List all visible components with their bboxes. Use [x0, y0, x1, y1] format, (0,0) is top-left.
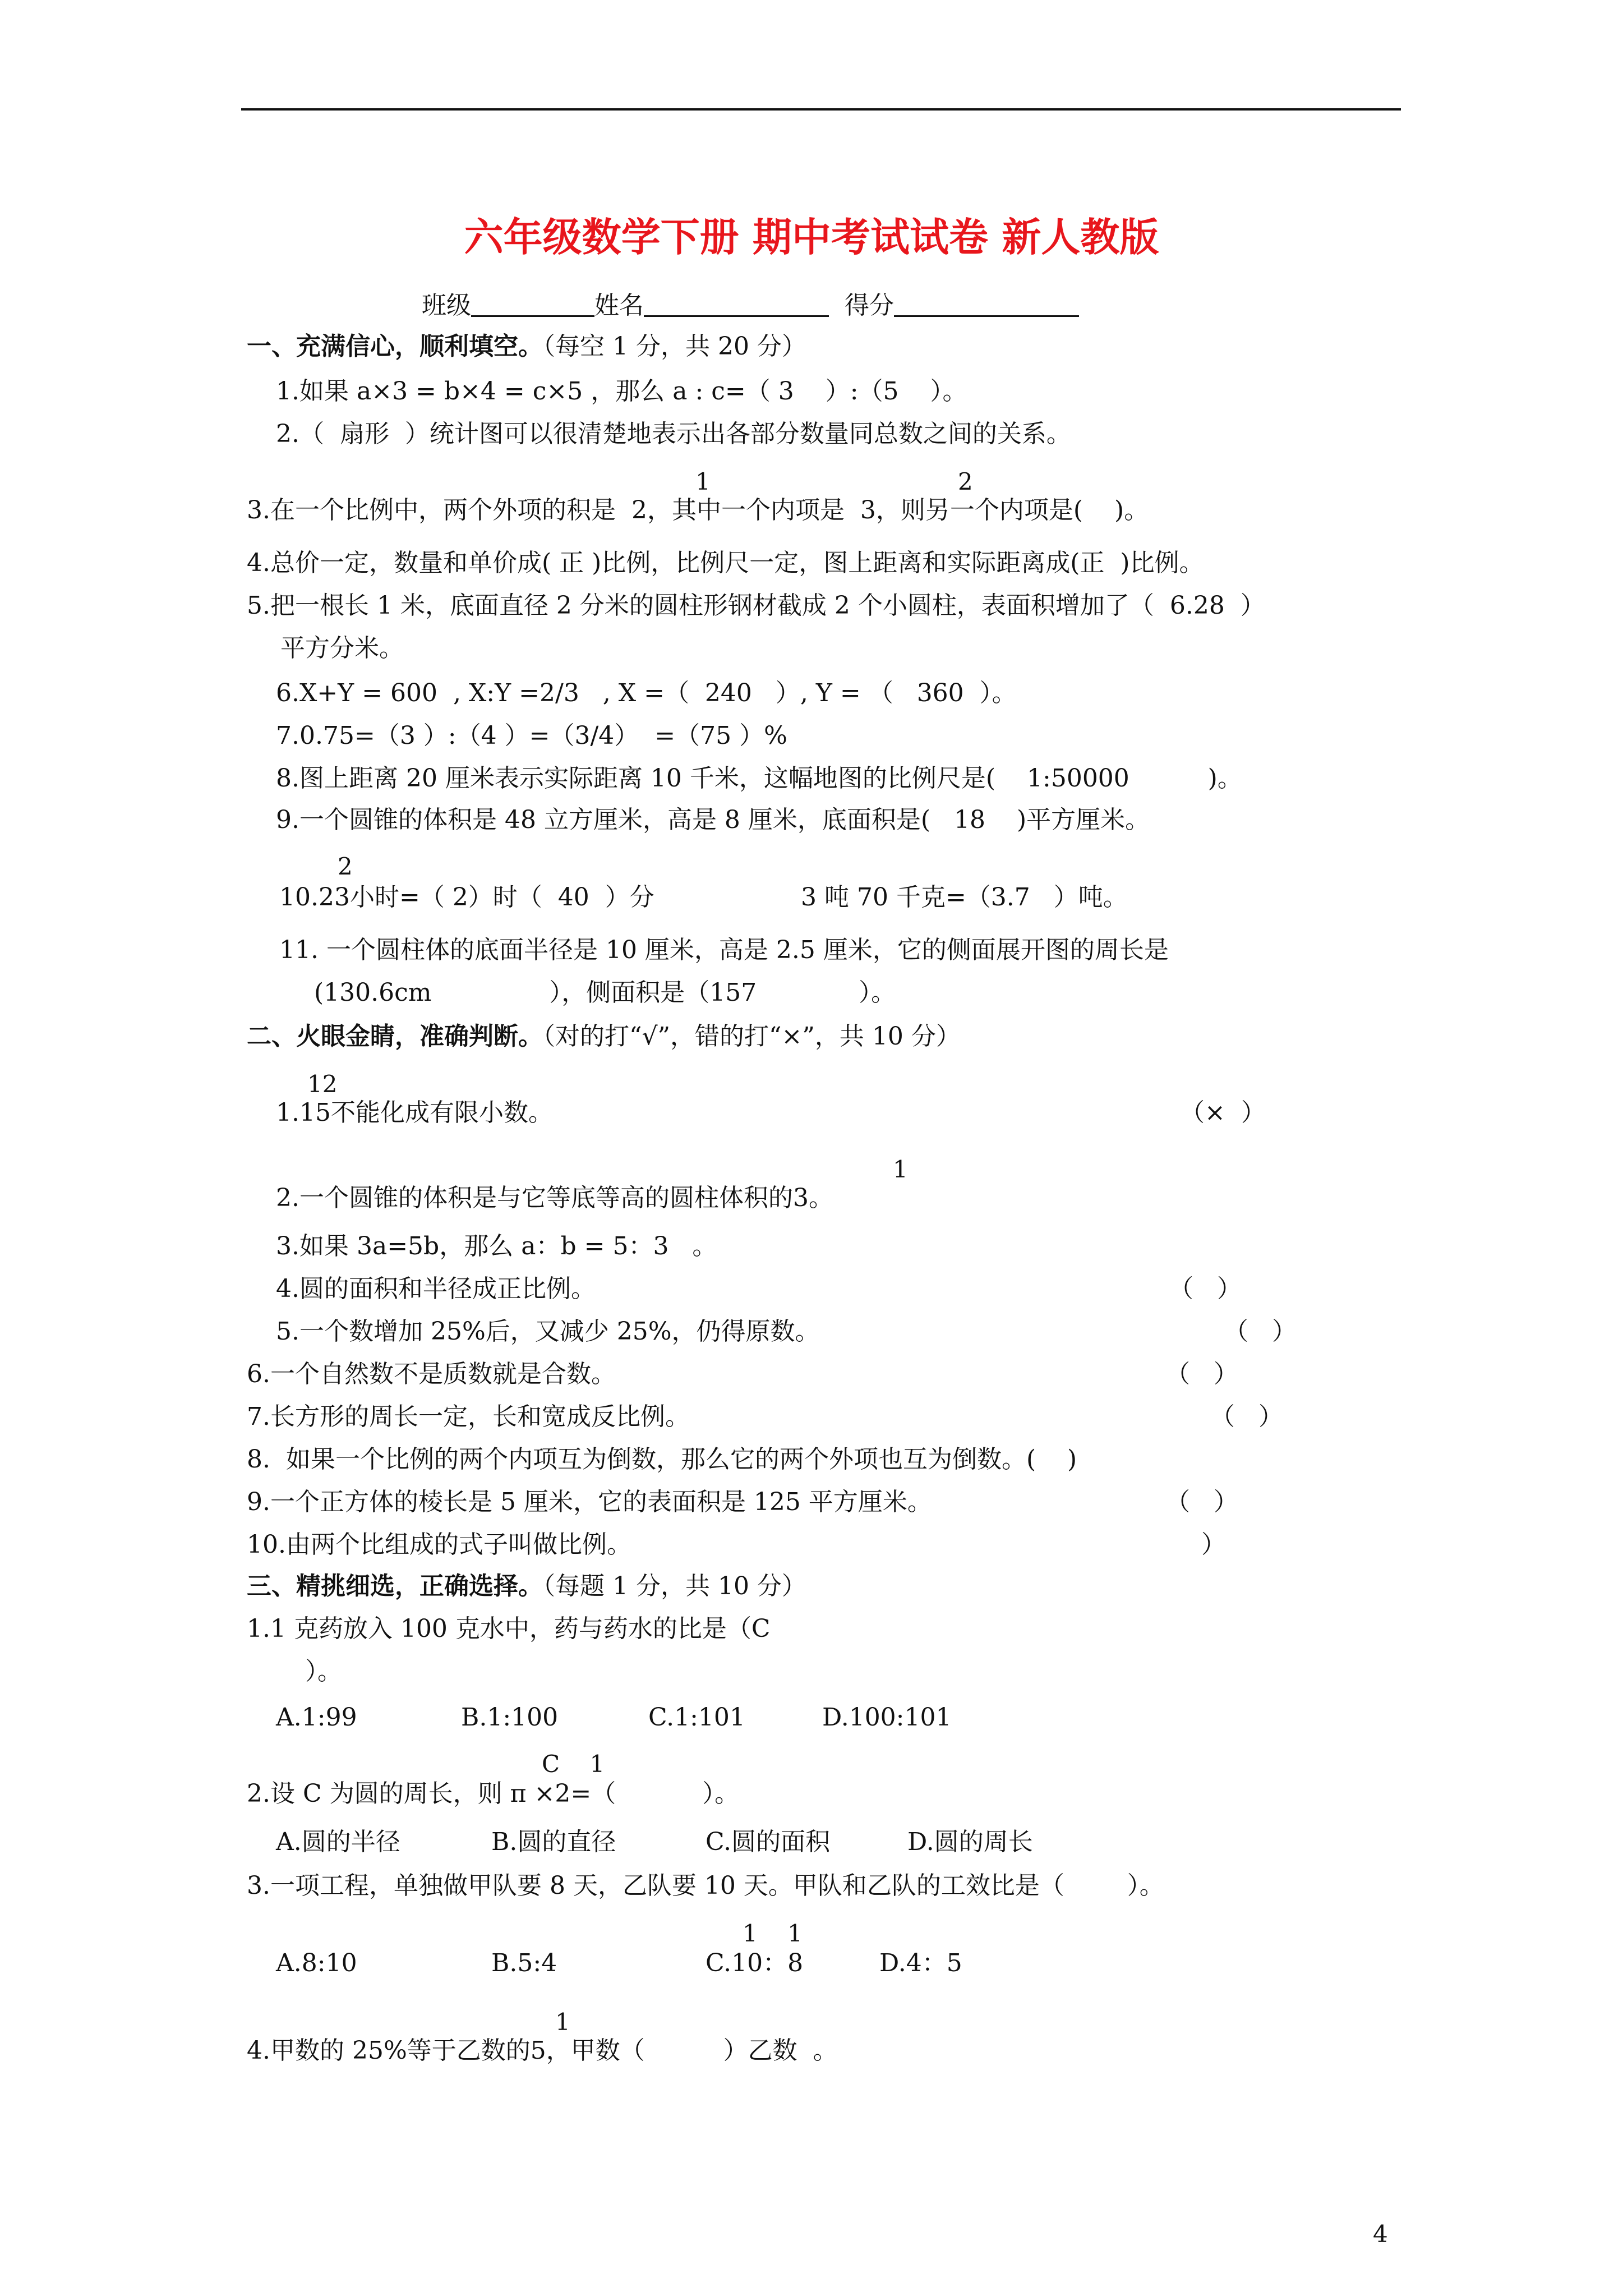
s2-answer-7: （ ） [1210, 1402, 1283, 1431]
name-blank [644, 293, 829, 317]
s1-question-10-a: 10.23小时=（ 2）时（ 40 ）分 [279, 883, 654, 912]
class-blank [471, 293, 594, 317]
s3-question-1-cont: ）。 [305, 1657, 342, 1686]
header-info [422, 293, 1079, 318]
s3-q1-option-c: C.1:101 [648, 1703, 745, 1732]
s1-question-7: 7.0.75=（3 ）:（4 ）=（3/4） =（75 ）% [276, 721, 787, 750]
s3-q3-option-b: B.5:4 [491, 1949, 557, 1977]
page-title: 六年级数学下册 期中考试试卷 新人教版 [464, 214, 1159, 260]
s2-question-6: 6.一个自然数不是质数就是合数。 [247, 1360, 616, 1388]
section-title: 三、精挑细选，正确选择。 [247, 1572, 543, 1600]
s2-answer-1: （× ） [1180, 1098, 1266, 1127]
s3-question-2: 2.设 C 为圆的周长，则 π ×2=（ ）。 [247, 1779, 740, 1808]
s3-q2-option-d: D.圆的周长 [907, 1828, 1033, 1856]
section-note: （每空 1 分，共 20 分） [543, 332, 806, 361]
s3-q2-option-c: C.圆的面积 [706, 1828, 831, 1856]
s3-q1-option-d: D.100:101 [822, 1703, 952, 1732]
s1-question-10-b: 3 吨 70 千克=（3.7 ）吨。 [801, 883, 1128, 912]
s2-answer-10: ） [1201, 1530, 1226, 1559]
s2-answer-4: （ ） [1169, 1274, 1242, 1303]
s3-q3-fraction-numerators: 1 1 [743, 1920, 803, 1947]
section-title: 一、充满信心，顺利填空。 [247, 332, 543, 361]
s1-q3-fraction-numerator: 2 [958, 468, 973, 495]
s2-question-2: 2.一个圆锥的体积是与它等底等高的圆柱体积的3。 [276, 1184, 833, 1212]
s2-question-3: 3.如果 3a=5b，那么 a：b = 5：3 。 [276, 1232, 717, 1260]
s2-q1-fraction-numerator: 12 [307, 1070, 338, 1098]
score-label: 得分 [844, 291, 894, 320]
s2-question-7: 7.长方形的周长一定，长和宽成反比例。 [247, 1402, 690, 1431]
s1-question-8: 8.图上距离 20 厘米表示实际距离 10 千米，这幅地图的比例尺是( 1:50000 )。 [276, 764, 1242, 793]
class-label: 班级 [422, 291, 471, 320]
s1-question-4: 4.总价一定，数量和单价成( 正 )比例，比例尺一定，图上距离和实际距离成(正 )比例。 [247, 549, 1204, 577]
s2-answer-6: （ ） [1165, 1360, 1238, 1388]
s1-question-3: 3.在一个比例中，两个外项的积是 2，其中一个内项是 3，则另一个内项是( )。 [247, 496, 1149, 524]
section-1-heading [247, 334, 806, 359]
s1-question-5: 5.把一根长 1 米，底面直径 2 分米的圆柱形钢材截成 2 个小圆柱，表面积增加了（ 6.28 ） [247, 591, 1265, 620]
s1-q10-fraction-numerator: 2 [338, 853, 353, 880]
section-2-heading [247, 1024, 961, 1049]
s3-q3-option-d: D.4：5 [879, 1949, 962, 1977]
s3-question-3: 3.一项工程，单独做甲队要 8 天，乙队要 10 天。甲队和乙队的工效比是（ ）。 [247, 1871, 1164, 1900]
s3-q4-fraction-numerator: 1 [555, 2008, 570, 2036]
s1-question-11-cont: (130.6cm ），侧面积是（157 ）。 [314, 978, 896, 1007]
s3-q2-option-a: A.圆的半径 [276, 1828, 400, 1856]
s1-question-1: 1.如果 a×3 = b×4 = c×5 ，那么 a : c=（ 3 ）:（5 ）。 [276, 377, 967, 406]
s1-question-11: 11. 一个圆柱体的底面半径是 10 厘米，高是 2.5 厘米，它的侧面展开图的周长是 [279, 936, 1169, 964]
section-note: （每题 1 分，共 10 分） [543, 1572, 806, 1600]
name-label: 姓名 [594, 291, 644, 320]
s1-question-6: 6.X+Y = 600 , X:Y =2/3 , X =（ 240 ）, Y = （ 360 ）。 [276, 679, 1017, 707]
s3-q2-fraction-numerators: C 1 [542, 1750, 605, 1778]
s1-question-9: 9.一个圆锥的体积是 48 立方厘米，高是 8 厘米，底面积是( 18 )平方厘米。 [276, 806, 1150, 834]
s2-q2-fraction-numerator: 1 [893, 1156, 908, 1183]
s1-question-5-cont: 平方分米。 [280, 634, 404, 662]
section-title: 二、火眼金睛，准确判断。 [247, 1022, 543, 1051]
s2-question-10: 10.由两个比组成的式子叫做比例。 [247, 1530, 631, 1559]
s3-q3-option-c: C.10：8 [706, 1949, 804, 1977]
s2-question-5: 5.一个数增加 25%后，又减少 25%，仍得原数。 [276, 1317, 820, 1346]
section-note: （对的打“√”，错的打“×”，共 10 分） [543, 1022, 961, 1051]
s2-question-8: 8. 如果一个比例的两个内项互为倒数，那么它的两个外项也互为倒数。( ) [247, 1445, 1077, 1474]
s2-question-9: 9.一个正方体的棱长是 5 厘米，它的表面积是 125 平方厘米。 [247, 1488, 932, 1516]
s2-question-1: 1.15不能化成有限小数。 [276, 1098, 553, 1127]
s3-q2-option-b: B.圆的直径 [491, 1828, 616, 1856]
s3-q3-option-a: A.8:10 [276, 1949, 357, 1977]
page-number: 4 [1373, 2220, 1388, 2248]
s2-question-4: 4.圆的面积和半径成正比例。 [276, 1274, 596, 1303]
s3-question-1: 1.1 克药放入 100 克水中，药与药水的比是（C [247, 1614, 771, 1643]
s2-answer-5: （ ） [1224, 1317, 1297, 1346]
s3-q1-option-a: A.1:99 [276, 1703, 357, 1732]
s1-question-2: 2.（ 扇形 ）统计图可以很清楚地表示出各部分数量同总数之间的关系。 [276, 420, 1071, 448]
s3-q1-option-b: B.1:100 [461, 1703, 559, 1732]
section-3-heading [247, 1574, 806, 1599]
s3-question-4: 4.甲数的 25%等于乙数的5，甲数（ ）乙数 。 [247, 2036, 838, 2065]
score-blank [894, 293, 1079, 317]
top-rule [241, 108, 1401, 111]
s1-q3-fraction-numerator: 1 [695, 468, 711, 495]
s2-answer-9: （ ） [1165, 1488, 1238, 1516]
